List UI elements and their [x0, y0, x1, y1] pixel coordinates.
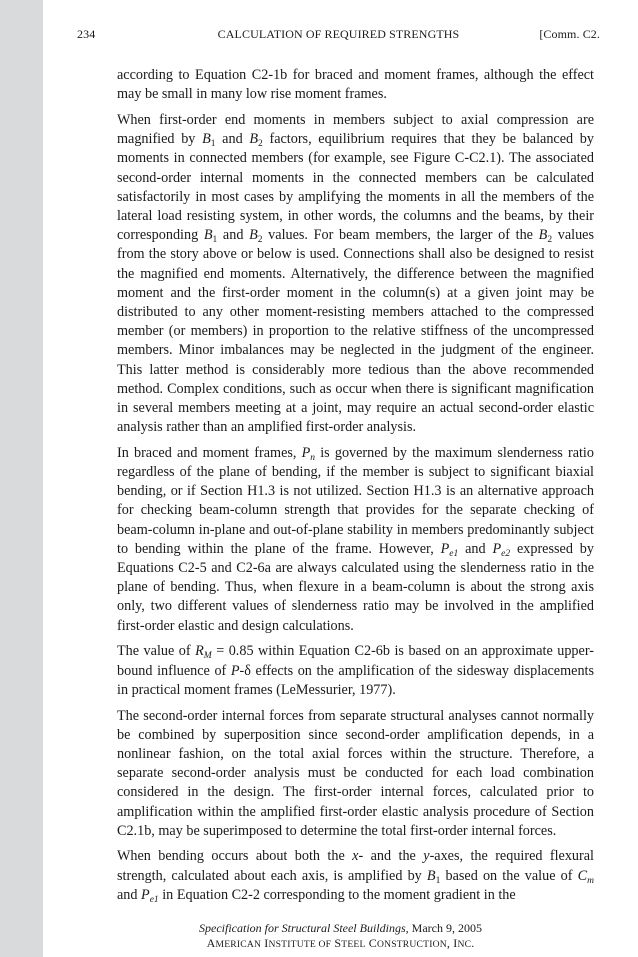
- page-number: 234: [77, 27, 96, 41]
- section-label: [Comm. C2.: [539, 27, 600, 41]
- paragraph-5: The second-order internal forces from separate structural analyses cannot normally be combined by superposition since second-order amplification depends, in a nonlinear fashion, on the total axial forces within the structure. Therefore, a separate second-order analysis must be conducted for each load combination considered in the design. The first-order internal forces, calculated prior to amplification within the amplified first-order elastic analysis procedure of Section C2.1b, may be superimposed to determine the total first-order internal forces.: [117, 707, 594, 839]
- page-gutter: [0, 0, 43, 957]
- body-text: [117, 66, 594, 912]
- footer-publisher: AMERICAN INSTITUTE OF STEEL CONSTRUCTION, INC.: [206, 936, 475, 950]
- document-page: [43, 0, 638, 957]
- page-footer: [43, 921, 638, 952]
- paragraph-6: When bending occurs about both the x- and the y-axes, the required flexural strength, calculated about each axis, is amplified by $B_1$ based on the value of $C_m$ and $P_{e1}$ in Equation C2-2 corresponding to the moment gradient in the: [117, 848, 594, 905]
- paragraph-3: In braced and moment frames, $P_n$ is governed by the maximum slenderness ratio regardless of the plane of bending, if the member is subject to significant biaxial bending, or if Section H1.3 is not utilized. Section H1.3 is an alternative approach for checking beam-column strength that provides for the separate checking of beam-column in-plane and out-of-plane stability in members predominantly subject to bending within the plane of the frame. However, $P_{e1}$ and $P_{e2}$ expressed by Equations C2-5 and C2-6a are always calculated using the slenderness ratio in the plane of bending. Thus, when flexure in a beam-column is about the strong axis only, two different values of slenderness ratio may be involved in the amplified first-order elastic and design calculations.: [117, 444, 594, 634]
- paragraph-2: When first-order end moments in members subject to axial compression are magnified by $B_1$ and $B_2$ factors, equilibrium requires that they be balanced by moments in connected members (for example, see Figure C-C2.1). The associated second-order internal moments in the connected members can be calculated satisfactorily in most cases by amplifying the moments in all the members of the lateral load resisting system, in other words, the columns and the beams, by their corresponding $B_1$ and $B_2$ values. For beam members, the larger of the $B_2$ values from the story above or below is used. Connections shall also be designed to resist the magnified end moments. Alternatively, the difference between the magnified moment and the first-order moment in the column(s) at a given joint may be distributed to any other moment-resisting members attached to the compressed member (or members) in proportion to the relative stiffness of the uncompressed members. Minor imbalances may be neglected in the judgment of the engineer. This latter method is considerably more tedious than the above recommended method. Complex conditions, such as occur when there is significant magnification in several members meeting at a joint, may require an actual second-order elastic analysis rather than an amplified first-order analysis.: [117, 111, 594, 436]
- chapter-title: CALCULATION OF REQUIRED STRENGTHS: [217, 27, 460, 41]
- paragraph-1: according to Equation C2-1b for braced and moment frames, although the effect may be small in many low rise moment frames.: [117, 67, 594, 103]
- footer-spec-line: Specification for Structural Steel Buildings, March 9, 2005: [199, 921, 482, 935]
- paragraph-4: The value of $R_M = 0.85$ within Equation C2-6b is based on an approximate upper-bound influence of P-δ effects on the amplification of the sidesway displacements in practical moment frames (LeMessurier, 1977).: [117, 643, 594, 698]
